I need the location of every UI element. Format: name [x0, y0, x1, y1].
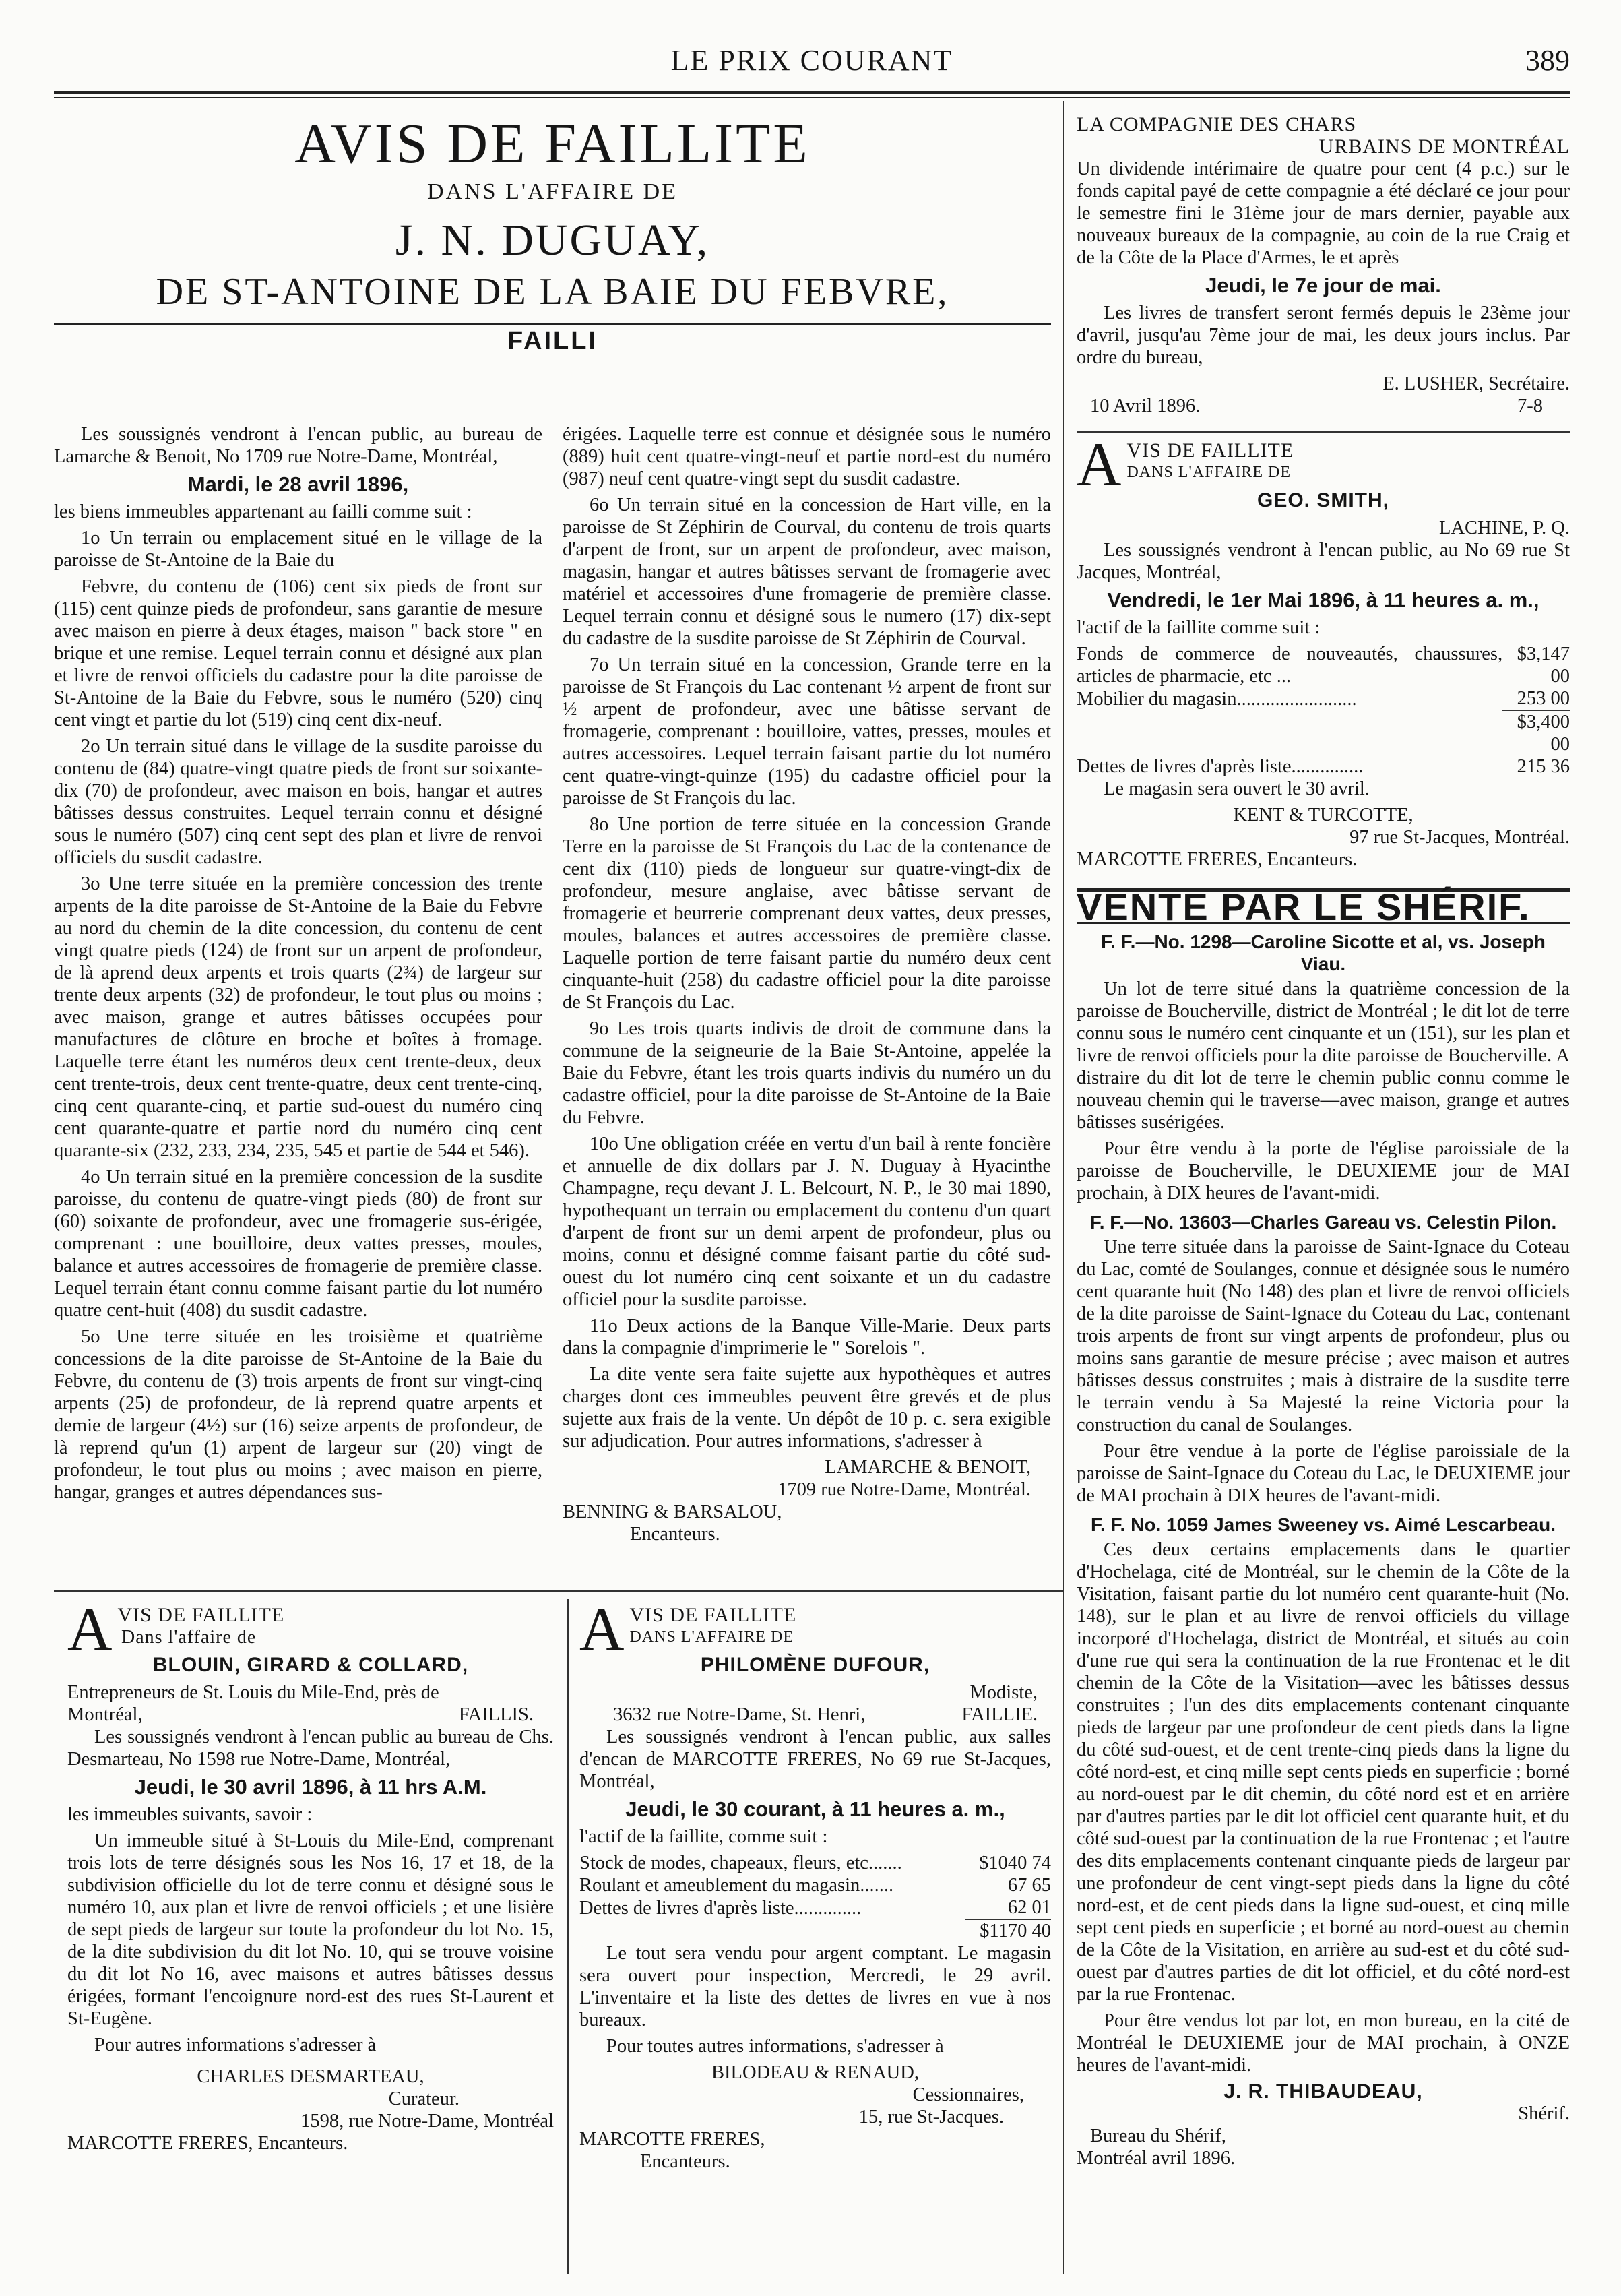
dufour-text-2: Le tout sera vendu pour argent comptant. Le magasin sera ouvert pour inspection, Mercredi, le 29 avril. L'inventaire et la liste des dettes de livres en vue à nos bureaux. — [579, 1943, 1051, 2030]
signature-lamarche-address: 1709 rue Notre-Dame, Montréal. — [777, 1479, 1031, 1500]
paragraph: 3o Une terre située en la première concession des trente arpents de la dite paroisse de St-Antoine de la Baie du Febvre au nord du chemin de la dite concession, du contenu de cent vingt quatre pieds (124) de front sur un arpent de profondeur, de là aprend deux arpents et trois quarts (2¾) de largeur sur trente deux arpents (32) de profondeur, le tout plus ou moins ; avec maison, grange et autres bâtisses occupées pour manufactures de clôture en broche et boîtes à fromage. Laquelle terre étant les numéros deux cent trente-deux, deux cent trente-trois, deux cent trente-quatre, deux cent trente-cinq, cinq cent quarante-cinq, et partie sud-ouest du numéro cinq cent quarante-quatre et partie nord du numéro cinq cent quarante-six (232, 233, 234, 235, 545 et partie de 544 et 546). — [54, 873, 542, 1161]
table-row: Dettes de livres d'après liste............... 215 36 — [1077, 756, 1570, 777]
paragraph: Febvre, du contenu de (106) cent six pieds de front sur (115) cent quinze pieds de profondeur, sans garantie de mesure avec maison en pierre à deux étages, maison " back store " en brique et une remise. Lequel terrain connu et désigné aux plan et livre de renvoi officiels du cadastre pour la dite paroisse de St-Antoine de la Baie du Febvre, sous le numéro (520) cinq cent vingt et partie du lot (519) cinq cent dix-neuf. — [54, 576, 542, 731]
paragraph: 1o Un terrain ou emplacement situé en le village de la paroisse de St-Antoine de la Baie du — [54, 528, 542, 571]
smith-heading: VIS DE FAILLITE — [1126, 439, 1294, 462]
bankrupt-name: J. N. DUGUAY, — [395, 216, 710, 265]
signature-lamarche: LAMARCHE & BENOIT, — [825, 1457, 1031, 1478]
smith-text-2: Le magasin sera ouvert le 30 avril. — [1104, 778, 1370, 799]
sherif-notice — [1077, 888, 1570, 2169]
header-rule — [54, 91, 1570, 98]
blouin-heading: VIS DE FAILLITE — [117, 1604, 285, 1626]
dufour-notice — [579, 1594, 1051, 2173]
dufour-date: Jeudi, le 30 courant, à 11 heures a. m., — [625, 1797, 1005, 1821]
smith-name: GEO. SMITH, — [1257, 489, 1389, 511]
chars-title-2: URBAINS DE MONTRÉAL — [1318, 135, 1570, 158]
chars-notice — [1077, 113, 1570, 417]
smith-signature: KENT & TURCOTTE, — [1233, 805, 1413, 826]
smith-date: Vendredi, le 1er Mai 1896, à 11 heures a. m., — [1107, 588, 1539, 612]
main-lead: les biens immeubles appartenant au failli comme suit : — [54, 501, 472, 522]
smith-notice — [1077, 430, 1570, 871]
paragraph: 2o Un terrain situé dans le village de la susdite paroisse du contenu de (84) quatre-vingt quatre pieds de front sur soixante-dix (70) de profondeur, avec maison en bois, hangar et autres bâtisses dessus construites. Lequel terrain connu et désigné sous le numéro (507) cinq cent sept des plan et livre de renvoi officiels du susdit cadastre. — [54, 736, 542, 868]
paragraph: 4o Un terrain situé en la première concession de la susdite paroisse, du contenu de quatre-vingt pieds (80) de front sur (60) soixante de profondeur, avec une fromagerie sus-érigée, comprenant : une bouilloire, deux vattes presses, moules, balance et autres accessoires de fromagerie de première classe. Lequel terrain étant connu comme faisant partie du lot numéro quatre cent-huit (408) du susdit cadastre. — [54, 1167, 542, 1321]
table-row: Mobilier du magasin......................... 253 00 — [1077, 688, 1570, 710]
dufour-heading: VIS DE FAILLITE — [629, 1604, 797, 1626]
dufour-name: PHILOMÈNE DUFOUR, — [700, 1654, 930, 1676]
paragraph: 7o Un terrain situé en la concession, Grande terre en la paroisse de St François du Lac contenant ½ arpent de front sur ½ arpent de profondeur, avec une bâtisse servant de fromagerie, comprenant : bouilloire, vattes, presses, moules et autres accessoires. Lequel terrain faisant partie du lot numéro cent quatre-vingt-quinze (195) du cadastre officiel pour la paroisse de St François du lac. — [563, 654, 1051, 809]
blouin-trade: Entrepreneurs de St. Louis du Mile-End, près de — [67, 1682, 439, 1703]
main-sale-date: Mardi, le 28 avril 1896, — [187, 472, 409, 496]
sherif-office: Bureau du Shérif, — [1090, 2126, 1226, 2146]
blouin-notice — [67, 1594, 554, 2154]
failli-label: FAILLI — [507, 327, 598, 355]
dufour-occupation: Modiste, — [970, 1682, 1038, 1703]
smith-subheading: DANS L'AFFAIRE DE — [1126, 464, 1292, 481]
smith-location: LACHINE, P. Q. — [1439, 518, 1570, 538]
chars-signature: E. LUSHER, Secrétaire. — [1382, 373, 1570, 394]
blouin-subheading: Dans l'affaire de — [121, 1627, 257, 1648]
smith-signature-address: 97 rue St-Jacques, Montréal. — [1349, 827, 1570, 848]
paragraph: 9o Les trois quarts indivis de droit de commune dans la commune de la seigneurie de la Baie St-Antoine, appelée la Baie du Febvre, étant les trois quarts indivis du numéro un du cadastre officiel, pour la dite paroisse de St-Antoine de la Baie du Febvre. — [563, 1018, 1051, 1128]
dufour-signature: BILODEAU & RENAUD, — [711, 2062, 919, 2083]
paragraph: 5o Une terre située en les troisième et quatrième concessions de la dite paroisse de St-Antoine de la Baie du Febvre, du contenu de (3) trois arpents de front sur vingt-cinq arpents (25) de profondeur, de là reprend quatre arpents et demie de largeur (4½) sur (16) seize arpents de profondeur, de là reprend qu'un (1) arpent de largeur sur (20) vingt de profondeur, le tout plus ou moins ; avec maison en pierre, hangar, granges et autres dépendances sus- — [54, 1326, 542, 1503]
dufour-signature-role: Cessionnaires, — [912, 2084, 1024, 2105]
paragraph: Pour être vendus lot par lot, en mon bureau, en la cité de Montréal le DEUXIEME jour de MAI prochain, à ONZE heures de l'avant-midi. — [1077, 2010, 1570, 2076]
dropcap-a: A — [1077, 430, 1122, 499]
main-subtitle: DANS L'AFFAIRE DE — [427, 179, 678, 204]
blouin-signature: CHARLES DESMARTEAU, — [197, 2066, 424, 2087]
main-right-column — [563, 423, 1051, 1545]
smith-text: Les soussignés vendront à l'encan public, au No 69 rue St Jacques, Montréal, — [1077, 540, 1570, 583]
dropcap-a: A — [579, 1594, 625, 1663]
dropcap-a: A — [67, 1594, 113, 1663]
dufour-contact: Pour toutes autres informations, s'adresser à — [606, 2036, 944, 2057]
paragraph: Un lot de terre situé dans la quatrième concession de la paroisse de Boucherville, district de Montréal ; le dit lot de terre connu sous le numéro cent cinquante et un (151), sur les plan et livre de renvoi officiels pour la dite paroisse de Boucherville. A distraire du dit lot de terre le chemin public connu comme le nouveau chemin qui le traverse—avec maison, grange et autres bâtisses susérigées. — [1077, 979, 1570, 1133]
smith-auctioneers: MARCOTTE FRERES, Encanteurs. — [1077, 849, 1358, 870]
chars-ref: 7-8 — [1517, 396, 1543, 416]
column-divider-bottom — [567, 1599, 569, 2274]
column-divider — [1063, 101, 1064, 2274]
blouin-signature-address: 1598, rue Notre-Dame, Montréal — [300, 2111, 554, 2132]
main-intro: Les soussignés vendront à l'encan public, au bureau de Lamarche & Benoit, No 1709 rue Notre-Dame, Montréal, — [54, 424, 542, 467]
blouin-name: BLOUIN, GIRARD & COLLARD, — [152, 1654, 469, 1676]
signature-benning: BENNING & BARSALOU, — [563, 1501, 782, 1522]
page-header — [54, 40, 1570, 88]
dufour-signature-address: 15, rue St-Jacques. — [858, 2107, 1004, 2128]
chars-text: Un dividende intérimaire de quatre pour cent (4 p.c.) sur le fonds capital payé de cette compagnie a été déclaré ce jour pour le semestre fini le 31ème jour de mars dernier, payable aux nouveaux bureaux de la compagnie, au coin de la rue Craig et de la Côte de la Place d'Armes, le et après — [1077, 158, 1570, 268]
chars-title: LA COMPAGNIE DES CHARS — [1077, 113, 1357, 135]
blouin-city: Montréal, — [67, 1704, 143, 1725]
table-row: Stock de modes, chapeaux, fleurs, etc....... $1040 74 — [579, 1853, 1051, 1873]
sherif-title: VENTE PAR LE SHÉRIF. — [1077, 888, 1570, 924]
case-title: F. F.—No. 13603—Charles Gareau vs. Celestin Pilon. — [1089, 1212, 1557, 1233]
sherif-signature: J. R. THIBAUDEAU, — [1223, 2080, 1423, 2103]
table-row: Roulant et ameublement du magasin....... 67 65 — [579, 1875, 1051, 1896]
signature-benning-role: Encanteurs. — [630, 1524, 720, 1545]
dufour-auctioneers-role: Encanteurs. — [640, 2151, 730, 2172]
section-rule — [1077, 431, 1570, 433]
paragraph: 11o Deux actions de la Banque Ville-Marie. Deux parts dans la compagnie d'imprimerie le " Sorelois ". — [563, 1315, 1051, 1359]
table-row: Dettes de livres d'après liste.............. 62 01 — [579, 1897, 1051, 1919]
case-title: F. F. No. 1059 James Sweeney vs. Aimé Lescarbeau. — [1091, 1514, 1556, 1535]
section-rule — [54, 1590, 1063, 1592]
blouin-signature-role: Curateur. — [388, 2088, 459, 2109]
dufour-subheading: DANS L'AFFAIRE DE — [629, 1628, 794, 1646]
page-number: 389 — [1525, 44, 1570, 77]
publication-title: LE PRIX COURANT — [670, 44, 953, 77]
blouin-date: Jeudi, le 30 avril 1896, à 11 hrs A.M. — [134, 1775, 487, 1799]
dufour-lead: l'actif de la faillite, comme suit : — [579, 1826, 828, 1847]
dufour-faillie: FAILLIE. — [961, 1704, 1038, 1725]
sherif-date: Montréal avril 1896. — [1077, 2148, 1236, 2169]
paragraph: Ces deux certains emplacements dans le quartier d'Hochelaga, cité de Montréal, sur le chemin de la Côte de la Visitation, faisant partie du lot numéro cent quarante-huit (No. 148), sur le plan et au livre de renvoi officiels du village incorporé d'Hochelaga, district de Montréal, et situés au coin d'une rue qui sera la continuation de la rue Frontenac et le dit chemin de la Côte de la Visitation—avec les bâtisses dessus construites ; l'un des dits emplacements contenant cinquante pieds de largeur par une profondeur de cent pieds dans la ligne du côté sud-ouest, et de cent trente-cinq pieds dans la ligne du côté nord-est, et cinq mille sept cents pieds en superficie ; borné au nord-ouest par le dit chemin, du côté nord est et en arrière par d'autres parties par le dit lot officiel cent quarante huit, et du côté sud-ouest par la continuation de la rue Frontenac ; et l'autre des dits emplacements contenant cinquante pieds de largeur par une profondeur de cent vingt-sept pieds dans la ligne du côté nord-est, et de cent pieds dans la ligne sud-ouest, et cinq mille sept cent pieds en superficie ; et borné au nord-ouest au chemin de la Côte de la Visitation, en arrière au sud-est et du côté sud-ouest par d'autres parties de dit lot officiel, et du côté nord-est par la rue Frontenac. — [1077, 1539, 1570, 2005]
table-row: $1170 40 — [579, 1919, 1051, 1942]
paragraph: Pour être vendue à la porte de l'église paroissiale de la paroisse de Saint-Ignace du Coteau du Lac, le DEUXIEME jour de MAI prochain à DIX heures de l'avant-midi. — [1077, 1441, 1570, 1506]
dufour-assets-table — [579, 1852, 1051, 1942]
paragraph: 10o Une obligation créée en vertu d'un bail à rente foncière et annuelle de dix dollars par J. N. Duguay à Hyacinthe Champagne, reçu devant J. L. Belcourt, N. P., le 30 mai 1890, hypothequant un terrain ou emplacement du contenu d'un quart d'arpent de front sur un demi arpent de profondeur, plus ou moins, connu et désigné comme faisant partie du côté sud-ouest du lot numéro cinq cent soixante et un du cadastre officiel pour la susdite paroisse. — [563, 1134, 1051, 1310]
chars-date-line: 10 Avril 1896. — [1090, 396, 1201, 416]
smith-lead: l'actif de la faillite comme suit : — [1077, 617, 1321, 638]
blouin-property: Un immeuble situé à St-Louis du Mile-End, comprenant trois lots de terre désignés sous les Nos 16, 17 et 18, de la subdivision officielle du lot de terre connu et désigné sous le numéro 10, aux plan et livre de renvoi officiels ; et une lisière de sept pieds de largeur sur toute la profondeur du lot No. 15, de la dite subdivision du dit lot No. 10, qui se trouve voisine du dit lot No 16, avec maisons et autres bâtisses dessus érigées, formant l'encoignure nord-est des rues St-Laurent et St-Eugène. — [67, 1830, 554, 2029]
blouin-contact: Pour autres informations s'adresser à — [94, 2035, 377, 2055]
chars-date: Jeudi, le 7e jour de mai. — [1205, 274, 1441, 297]
main-left-column — [54, 423, 542, 1508]
dufour-auctioneers: MARCOTTE FRERES, — [579, 2129, 765, 2150]
smith-assets-table — [1077, 643, 1570, 778]
sherif-title-sign: Shérif. — [1518, 2103, 1570, 2124]
dufour-address: 3632 rue Notre-Dame, St. Henri, — [613, 1704, 866, 1725]
paragraph: Une terre située dans la paroisse de Saint-Ignace du Coteau du Lac, comté de Soulanges, connue et désignée sous le numéro cent quarante huit (No 148) des plan et livre de renvoi officiels de la dite paroisse de Saint-Ignace du Coteau du Lac, contenant trois arpents de front sur vingt arpents de profondeur, plus ou moins sans garantie de mesure précise ; avec maison et autres bâtisses dessus construites ; mais à distraire de la susdite terre le terrain vendu à Sa Majesté la reine Victoria pour la construction du canal de Soulanges. — [1077, 1237, 1570, 1435]
main-notice — [54, 113, 1051, 355]
paragraph: Pour être vendu à la porte de l'église paroissiale de la paroisse de Boucherville, le DEUXIEME jour de MAI prochain, à DIX heures de l'avant-midi. — [1077, 1138, 1570, 1204]
table-row: $3,400 00 — [1077, 710, 1570, 755]
paragraph: érigées. Laquelle terre est connue et désignée sous le numéro (889) huit cent quatre-vingt-neuf et partie nord-est du numéro (987) neuf cent quatre-vingt sept du susdit cadastre. — [563, 424, 1051, 489]
chars-text-2: Les livres de transfert seront fermés depuis le 23ème jour d'avril, jusqu'au 7ème jour de mai, les deux jours inclus. Par ordre du bureau, — [1077, 303, 1570, 368]
bankrupt-place: DE ST-ANTOINE DE LA BAIE DU FEBVRE, — [54, 266, 1051, 325]
blouin-auctioneers: MARCOTTE FRERES, Encanteurs. — [67, 2133, 348, 2154]
table-row: Fonds de commerce de nouveautés, chaussures, articles de pharmacie, etc ... $3,147 00 — [1077, 644, 1570, 687]
paragraph: 6o Un terrain situé en la concession de Hart ville, en la paroisse de St Zéphirin de Courval, du contenu de trois quarts d'arpent de front, sur un arpent de profondeur, avec maison, magasin, hangar et autres bâtisses servant de fromagerie avec matériel et accessoires d'une fromagerie de première classe. Lequel terrain connu et désigné sous le numero (17) dix-sept du cadastre de la susdite paroisse de St Zéphirin de Courval. — [563, 495, 1051, 649]
blouin-faillis: FAILLIS. — [458, 1704, 534, 1725]
blouin-text: Les soussignés vendront à l'encan public au bureau de Chs. Desmarteau, No 1598 rue Notre-Dame, Montréal, — [67, 1727, 554, 1770]
case-title: F. F.—No. 1298—Caroline Sicotte et al, vs. Joseph Viau. — [1101, 931, 1546, 974]
paragraph: La dite vente sera faite sujette aux hypothèques et autres charges dont ces immeubles peuvent être grevés et de plus sujette aux frais de la vente. Un dépôt de 10 p. c. sera exigible sur adjudication. Pour autres informations, s'adresser à — [563, 1364, 1051, 1452]
dufour-text: Les soussignés vendront à l'encan public, aux salles d'encan de MARCOTTE FRERES, No 69 rue St-Jacques, Montréal, — [579, 1727, 1051, 1792]
main-title: AVIS DE FAILLITE — [294, 113, 810, 175]
blouin-lead: les immeubles suivants, savoir : — [67, 1804, 313, 1825]
paragraph: 8o Une portion de terre située en la concession Grande Terre en la paroisse de St François du Lac de la contenance de cent dix (110) pieds de longueur sur quatre-vingt-dix de profondeur, mesure anglaise, avec bâtisse servant de fromagerie et beurrerie comprenant deux vattes, deux presses, moules, balances et autres accessoires de première classe. Laquelle portion de terre faisant partie du numéro deux cent cinquante-huit (258) du cadastre officiel pour la dite paroisse de St François du Lac. — [563, 814, 1051, 1013]
